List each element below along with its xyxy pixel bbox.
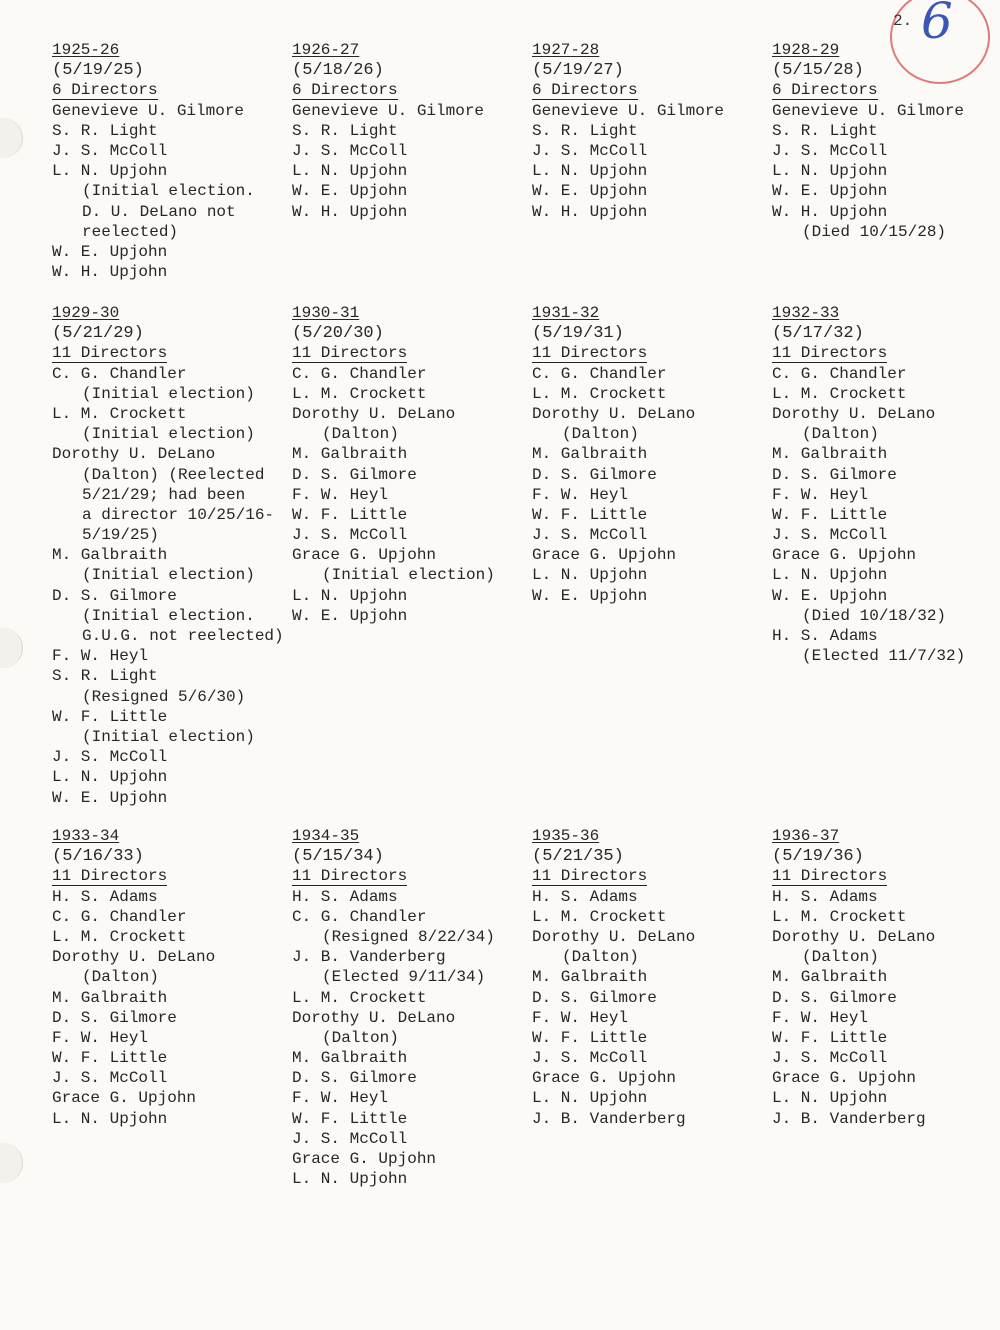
director-note: (Initial election) — [82, 384, 255, 403]
director-note: (Resigned 5/6/30) — [82, 687, 246, 706]
director-note: 5/21/29; had been — [82, 485, 246, 504]
meeting-date: (5/17/32) — [772, 324, 864, 344]
director-name: L. N. Upjohn — [532, 162, 648, 181]
director-name: Grace G. Upjohn — [292, 1150, 437, 1168]
director-name: C. G. Chandler — [532, 364, 667, 383]
fiscal-year: 1928-29 — [772, 41, 840, 59]
director-name: Grace G. Upjohn — [52, 1089, 197, 1108]
director-name: W. F. Little — [772, 505, 888, 524]
director-name: Dorothy U. DeLano — [772, 404, 936, 423]
director-block — [532, 40, 782, 222]
director-name: J. S. McColl — [532, 526, 648, 545]
director-note: (Dalton) (Reelected — [82, 465, 265, 484]
director-note: (Elected 9/11/34) — [322, 968, 486, 987]
director-name: L. N. Upjohn — [52, 162, 168, 181]
director-name: F. W. Heyl — [772, 1008, 869, 1027]
fiscal-year: 1925-26 — [52, 41, 120, 59]
director-name: J. S. McColl — [52, 748, 168, 767]
directors-count-header: 11 Directors — [292, 867, 408, 886]
director-block — [292, 303, 542, 626]
director-name: H. S. Adams — [52, 887, 158, 906]
director-name: M. Galbraith — [292, 1049, 408, 1068]
director-note: D. U. DeLano not — [82, 202, 236, 221]
director-name: Genevieve U. Gilmore — [52, 101, 245, 120]
fiscal-year: 1931-32 — [532, 304, 600, 322]
meeting-date: (5/19/27) — [532, 61, 624, 81]
director-block — [772, 303, 1000, 666]
director-name: F. W. Heyl — [52, 647, 149, 666]
director-name: J. S. McColl — [532, 141, 648, 160]
director-name: M. Galbraith — [772, 445, 888, 464]
meeting-date: (5/15/34) — [292, 847, 384, 867]
director-block — [532, 826, 782, 1129]
director-block — [292, 40, 542, 222]
fiscal-year: 1926-27 — [292, 41, 360, 59]
director-name: J. S. McColl — [772, 1049, 888, 1068]
director-name: L. M. Crockett — [532, 384, 667, 403]
director-name: L. M. Crockett — [292, 384, 427, 403]
director-name: M. Galbraith — [532, 968, 648, 987]
director-name: D. S. Gilmore — [532, 465, 657, 484]
director-name: W. E. Upjohn — [772, 586, 888, 605]
director-note: (Dalton) — [802, 425, 879, 444]
director-name: W. F. Little — [52, 707, 168, 726]
director-name: M. Galbraith — [292, 445, 408, 464]
directors-count-header: 11 Directors — [772, 344, 888, 363]
punch-hole — [0, 118, 23, 158]
meeting-date: (5/21/35) — [532, 847, 624, 867]
meeting-date: (5/19/31) — [532, 324, 624, 344]
director-note: a director 10/25/16- — [82, 505, 275, 524]
meeting-date: (5/15/28) — [772, 61, 864, 81]
director-name: Dorothy U. DeLano — [292, 404, 456, 423]
director-name: L. N. Upjohn — [292, 1170, 408, 1189]
director-name: F. W. Heyl — [292, 1089, 389, 1108]
director-name: M. Galbraith — [772, 968, 888, 987]
director-name: S. R. Light — [772, 121, 878, 140]
director-name: S. R. Light — [292, 121, 398, 140]
director-name: W. E. Upjohn — [532, 586, 648, 605]
director-name: J. B. Vanderberg — [292, 948, 446, 967]
director-name: L. N. Upjohn — [52, 768, 168, 787]
director-name: J. S. McColl — [772, 141, 888, 160]
director-name: L. N. Upjohn — [532, 1089, 648, 1108]
director-name: D. S. Gilmore — [772, 465, 897, 484]
director-note: (Initial election) — [82, 425, 255, 444]
director-note: (Initial election. — [82, 606, 255, 625]
director-name: W. F. Little — [532, 1028, 648, 1047]
director-name: L. N. Upjohn — [772, 566, 888, 585]
director-name: Dorothy U. DeLano — [532, 404, 696, 423]
director-note: (Dalton) — [802, 948, 879, 967]
meeting-date: (5/19/36) — [772, 847, 864, 867]
director-name: J. S. McColl — [772, 526, 888, 545]
director-block — [52, 40, 302, 282]
director-note: G.U.G. not reelected) — [82, 627, 284, 645]
director-block — [532, 303, 782, 606]
directors-count-header: 11 Directors — [52, 344, 168, 363]
director-name: Dorothy U. DeLano — [292, 1008, 456, 1027]
director-name: L. N. Upjohn — [292, 162, 408, 181]
director-name: J. S. McColl — [52, 141, 168, 160]
director-note: (Initial election. — [82, 182, 255, 201]
meeting-date: (5/21/29) — [52, 324, 144, 344]
directors-count-header: 11 Directors — [292, 344, 408, 363]
director-name: F. W. Heyl — [532, 485, 629, 504]
director-name: D. S. Gilmore — [52, 1008, 177, 1027]
director-note: (Dalton) — [322, 1028, 399, 1047]
director-block — [52, 826, 302, 1129]
director-name: W. H. Upjohn — [292, 202, 408, 221]
director-name: M. Galbraith — [532, 445, 648, 464]
director-block — [772, 826, 1000, 1129]
director-name: Grace G. Upjohn — [532, 1069, 677, 1088]
director-note: (Resigned 8/22/34) — [322, 927, 495, 946]
director-name: W. H. Upjohn — [52, 263, 168, 282]
fiscal-year: 1929-30 — [52, 304, 120, 322]
director-note: (Dalton) — [322, 425, 399, 444]
director-name: D. S. Gilmore — [52, 586, 177, 605]
fiscal-year: 1932-33 — [772, 304, 840, 322]
director-name: W. F. Little — [292, 1109, 408, 1128]
director-name: W. E. Upjohn — [292, 606, 408, 625]
directors-count-header: 6 Directors — [772, 81, 878, 100]
director-name: S. R. Light — [52, 667, 158, 686]
director-name: Grace G. Upjohn — [772, 546, 917, 565]
director-note: (Died 10/15/28) — [802, 222, 947, 241]
director-name: W. E. Upjohn — [52, 788, 168, 807]
directors-count-header: 11 Directors — [772, 867, 888, 886]
director-name: Genevieve U. Gilmore — [772, 101, 965, 120]
director-note: reelected) — [82, 222, 179, 241]
director-name: Genevieve U. Gilmore — [532, 101, 725, 120]
punch-hole — [0, 628, 23, 668]
director-name: J. S. McColl — [292, 141, 408, 160]
director-note: (Dalton) — [562, 948, 639, 967]
fiscal-year: 1933-34 — [52, 827, 120, 845]
director-name: C. G. Chandler — [52, 364, 187, 383]
meeting-date: (5/20/30) — [292, 324, 384, 344]
director-name: S. R. Light — [52, 121, 158, 140]
director-note: (Initial election) — [82, 566, 255, 585]
director-name: L. N. Upjohn — [292, 586, 408, 605]
director-name: D. S. Gilmore — [772, 988, 897, 1007]
director-name: D. S. Gilmore — [292, 465, 417, 484]
fiscal-year: 1935-36 — [532, 827, 600, 845]
director-name: C. G. Chandler — [52, 907, 187, 926]
director-name: D. S. Gilmore — [292, 1069, 417, 1088]
director-name: W. F. Little — [52, 1049, 168, 1068]
director-name: F. W. Heyl — [292, 485, 389, 504]
director-name: M. Galbraith — [52, 988, 168, 1007]
director-name: J. S. McColl — [52, 1069, 168, 1088]
director-name: Grace G. Upjohn — [772, 1069, 917, 1088]
director-note: (Died 10/18/32) — [802, 606, 947, 625]
director-name: F. W. Heyl — [532, 1008, 629, 1027]
meeting-date: (5/19/25) — [52, 61, 144, 81]
handwritten-page-number: 6 — [921, 0, 953, 50]
director-name: W. F. Little — [532, 505, 648, 524]
director-name: H. S. Adams — [292, 887, 398, 906]
director-name: Genevieve U. Gilmore — [292, 101, 485, 120]
director-name: Dorothy U. DeLano — [532, 927, 696, 946]
director-name: Dorothy U. DeLano — [52, 948, 216, 967]
director-name: C. G. Chandler — [292, 907, 427, 926]
fiscal-year: 1936-37 — [772, 827, 840, 845]
punch-hole — [0, 1143, 23, 1183]
director-note: (Initial election) — [82, 727, 255, 746]
director-note: (Initial election) — [322, 566, 495, 585]
director-name: L. N. Upjohn — [532, 566, 648, 585]
director-name: C. G. Chandler — [292, 364, 427, 383]
director-name: L. M. Crockett — [772, 907, 907, 926]
meeting-date: (5/16/33) — [52, 847, 144, 867]
director-name: L. M. Crockett — [532, 907, 667, 926]
director-name: L. M. Crockett — [772, 384, 907, 403]
typed-page-number: 2. — [893, 12, 913, 30]
director-note: (Dalton) — [562, 425, 639, 444]
director-name: W. E. Upjohn — [532, 182, 648, 201]
director-name: D. S. Gilmore — [532, 988, 657, 1007]
director-name: H. S. Adams — [772, 627, 878, 645]
director-name: Grace G. Upjohn — [532, 546, 677, 565]
directors-count-header: 11 Directors — [532, 344, 648, 363]
directors-count-header: 11 Directors — [532, 867, 648, 886]
director-name: L. M. Crockett — [52, 927, 187, 946]
director-name: Dorothy U. DeLano — [52, 445, 216, 464]
director-note: (Elected 11/7/32) — [802, 647, 966, 666]
fiscal-year: 1927-28 — [532, 41, 600, 59]
fiscal-year: 1934-35 — [292, 827, 360, 845]
director-name: H. S. Adams — [532, 887, 638, 906]
director-name: C. G. Chandler — [772, 364, 907, 383]
director-name: Dorothy U. DeLano — [772, 927, 936, 946]
directors-count-header: 11 Directors — [52, 867, 168, 886]
director-name: H. S. Adams — [772, 887, 878, 906]
director-block — [52, 303, 302, 808]
director-note: 5/19/25) — [82, 526, 159, 545]
directors-count-header: 6 Directors — [52, 81, 158, 100]
director-name: W. F. Little — [772, 1028, 888, 1047]
director-block — [772, 40, 1000, 242]
director-name: W. E. Upjohn — [292, 182, 408, 201]
director-name: M. Galbraith — [52, 546, 168, 565]
director-name: J. S. McColl — [292, 1129, 408, 1148]
director-name: W. H. Upjohn — [772, 202, 888, 221]
director-name: L. N. Upjohn — [52, 1109, 168, 1128]
directors-count-header: 6 Directors — [292, 81, 398, 100]
meeting-date: (5/18/26) — [292, 61, 384, 81]
director-name: S. R. Light — [532, 121, 638, 140]
directors-count-header: 6 Directors — [532, 81, 638, 100]
director-name: J. S. McColl — [532, 1049, 648, 1068]
director-note: (Dalton) — [82, 968, 159, 987]
director-name: J. B. Vanderberg — [772, 1109, 926, 1128]
director-name: W. E. Upjohn — [52, 242, 168, 261]
director-block — [292, 826, 542, 1189]
director-name: F. W. Heyl — [772, 485, 869, 504]
director-name: W. H. Upjohn — [532, 202, 648, 221]
director-name: W. F. Little — [292, 505, 408, 524]
director-name: F. W. Heyl — [52, 1028, 149, 1047]
director-name: W. E. Upjohn — [772, 182, 888, 201]
director-name: L. M. Crockett — [52, 404, 187, 423]
director-name: J. B. Vanderberg — [532, 1109, 686, 1128]
director-name: L. N. Upjohn — [772, 1089, 888, 1108]
director-name: J. S. McColl — [292, 526, 408, 545]
fiscal-year: 1930-31 — [292, 304, 360, 322]
director-name: L. N. Upjohn — [772, 162, 888, 181]
director-name: Grace G. Upjohn — [292, 546, 437, 565]
director-name: L. M. Crockett — [292, 988, 427, 1007]
